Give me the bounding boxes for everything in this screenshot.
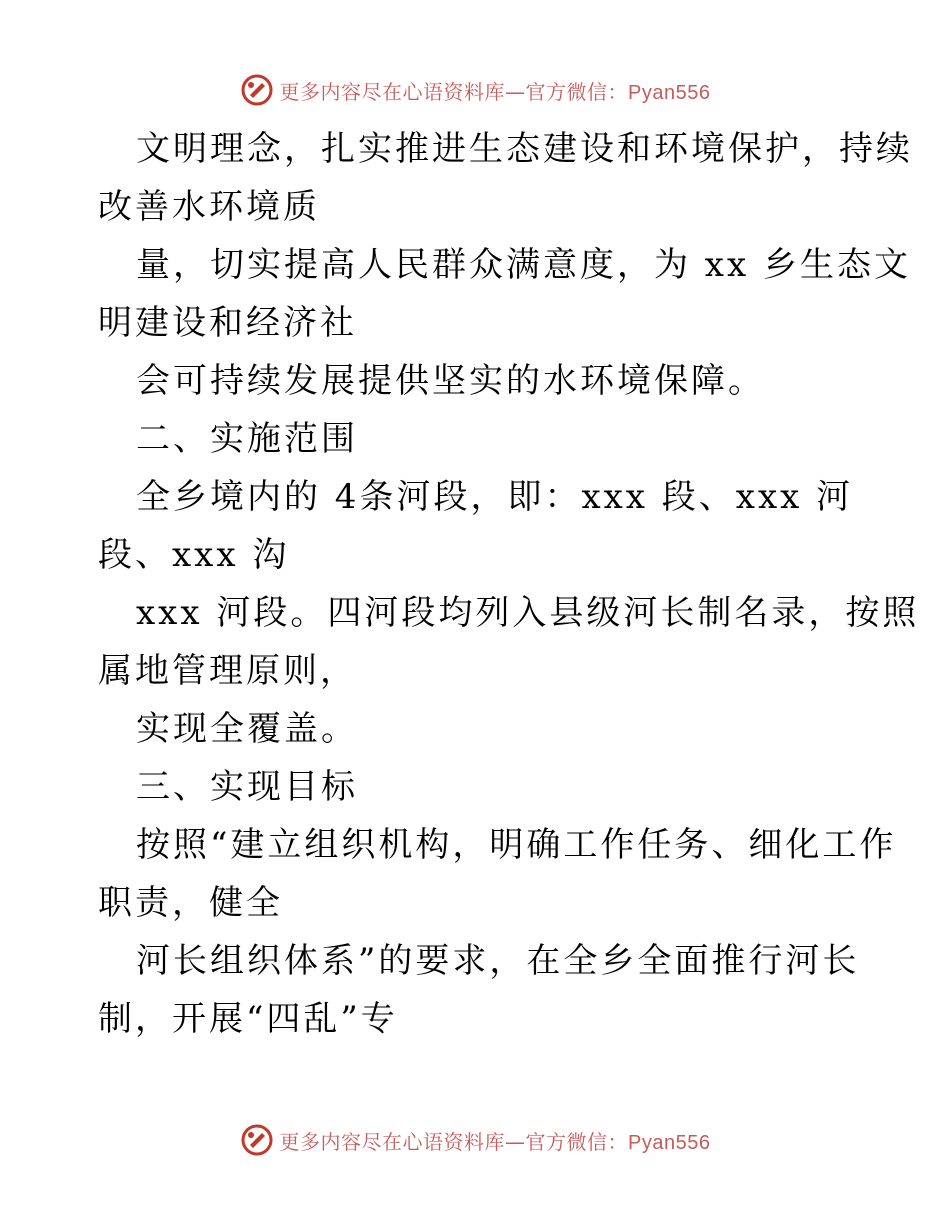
document-body [98, 120, 920, 1048]
text-line: 文明理念，扎实推进生态建设和环境保护，持续 [136, 129, 913, 169]
header-watermark [0, 70, 950, 110]
text-line: 河长组织体系”的要求，在全乡全面推行河长 [136, 941, 860, 981]
text-line: 明建设和经济社 [98, 303, 357, 343]
text-line: 量，切实提高人民群众满意度，为 xx 乡生态文 [136, 245, 911, 285]
text-line: 全乡境内的 4条河段，即：xxx 段、xxx 河 [136, 477, 854, 517]
text-line: 职责，健全 [98, 883, 283, 923]
watermark-logo-icon [240, 73, 274, 107]
watermark-logo-icon [240, 1123, 274, 1157]
text-line: 制，开展“四乱”专 [98, 999, 398, 1039]
watermark-id: Pyan556 [628, 81, 711, 104]
text-line: 改善水环境质 [98, 187, 320, 227]
text-line: 属地管理原则， [98, 651, 357, 691]
text-line: 实现全覆盖。 [136, 709, 358, 749]
watermark-text: 更多内容尽在心语资料库—官方微信：Pyan556 [279, 1129, 711, 1154]
text-line: 按照“建立组织机构，明确工作任务、细化工作 [136, 825, 897, 865]
text-line: 会可持续发展提供坚实的水环境保障。 [136, 361, 765, 401]
text-line: xxx 河段。四河段均列入县级河长制名录，按照 [136, 593, 920, 633]
section-heading: 二、实施范围 [136, 419, 358, 459]
watermark-text: 更多内容尽在心语资料库—官方微信：Pyan556 [279, 79, 711, 104]
text-line: 段、xxx 沟 [98, 535, 290, 575]
watermark-id: Pyan556 [628, 1131, 711, 1154]
section-heading: 三、实现目标 [136, 767, 358, 807]
footer-watermark [0, 1120, 950, 1160]
